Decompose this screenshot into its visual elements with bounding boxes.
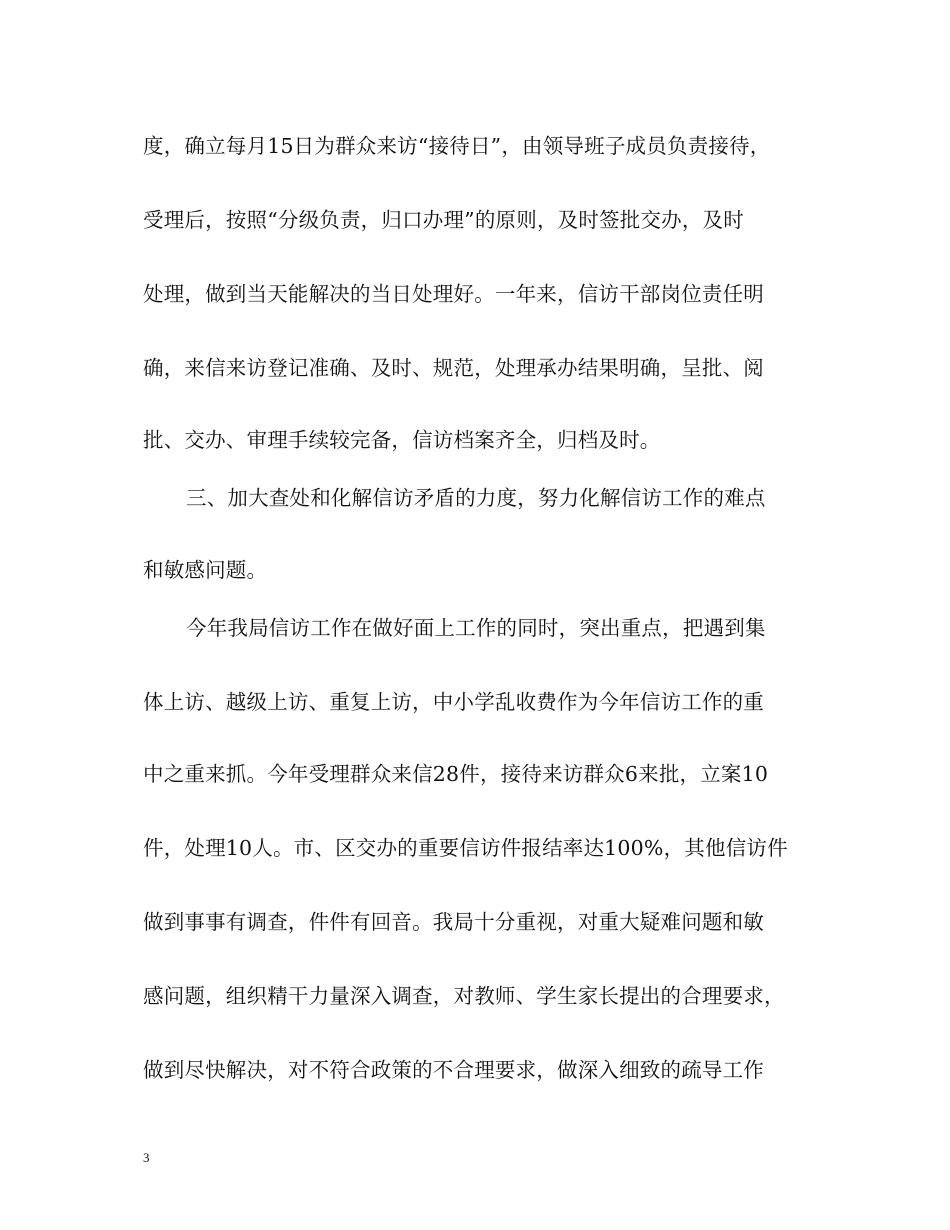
text-line: 中之重来抓。今年受理群众来信28件，接待来访群众6来批，立案10 [143, 762, 769, 786]
text-line: 处理，做到当天能解决的当日处理好。一年来，信访干部岗位责任明 [143, 282, 764, 306]
text-line: 体上访、越级上访、重复上访，中小学乱收费作为今年信访工作的重 [143, 690, 764, 714]
text-line: 感问题，组织精干力量深入调查，对教师、学生家长提出的合理要求， [143, 984, 785, 1008]
text-line: 度，确立每月15日为群众来访“接待日”，由领导班子成员负责接待， [143, 134, 771, 158]
text-line: 批、交办、审理手续较完备，信访档案齐全，归档及时。 [143, 428, 661, 452]
text-line: 做到事事有调查，件件有回音。我局十分重视，对重大疑难问题和敏 [143, 910, 764, 934]
text-line: 做到尽快解决，对不符合政策的不合理要求，做深入细致的疏导工作 [143, 1058, 764, 1082]
text-line: 件，处理10人。市、区交办的重要信访件报结率达100%，其他信访件 [143, 836, 788, 860]
page-number: 3 [143, 1150, 150, 1165]
text-line: 和敏感问题。 [143, 558, 268, 582]
text-line: 受理后，按照“分级负责，归口办理”的原则，及时签批交办，及时 [143, 208, 744, 232]
text-line: 确，来信来访登记准确、及时、规范，处理承办结果明确，呈批、阅 [143, 356, 764, 380]
section-heading-line: 三、加大查处和化解信访矛盾的力度，努力化解信访工作的难点 [186, 486, 766, 510]
paragraph-start-line: 今年我局信访工作在做好面上工作的同时，突出重点，把遇到集 [186, 616, 766, 640]
